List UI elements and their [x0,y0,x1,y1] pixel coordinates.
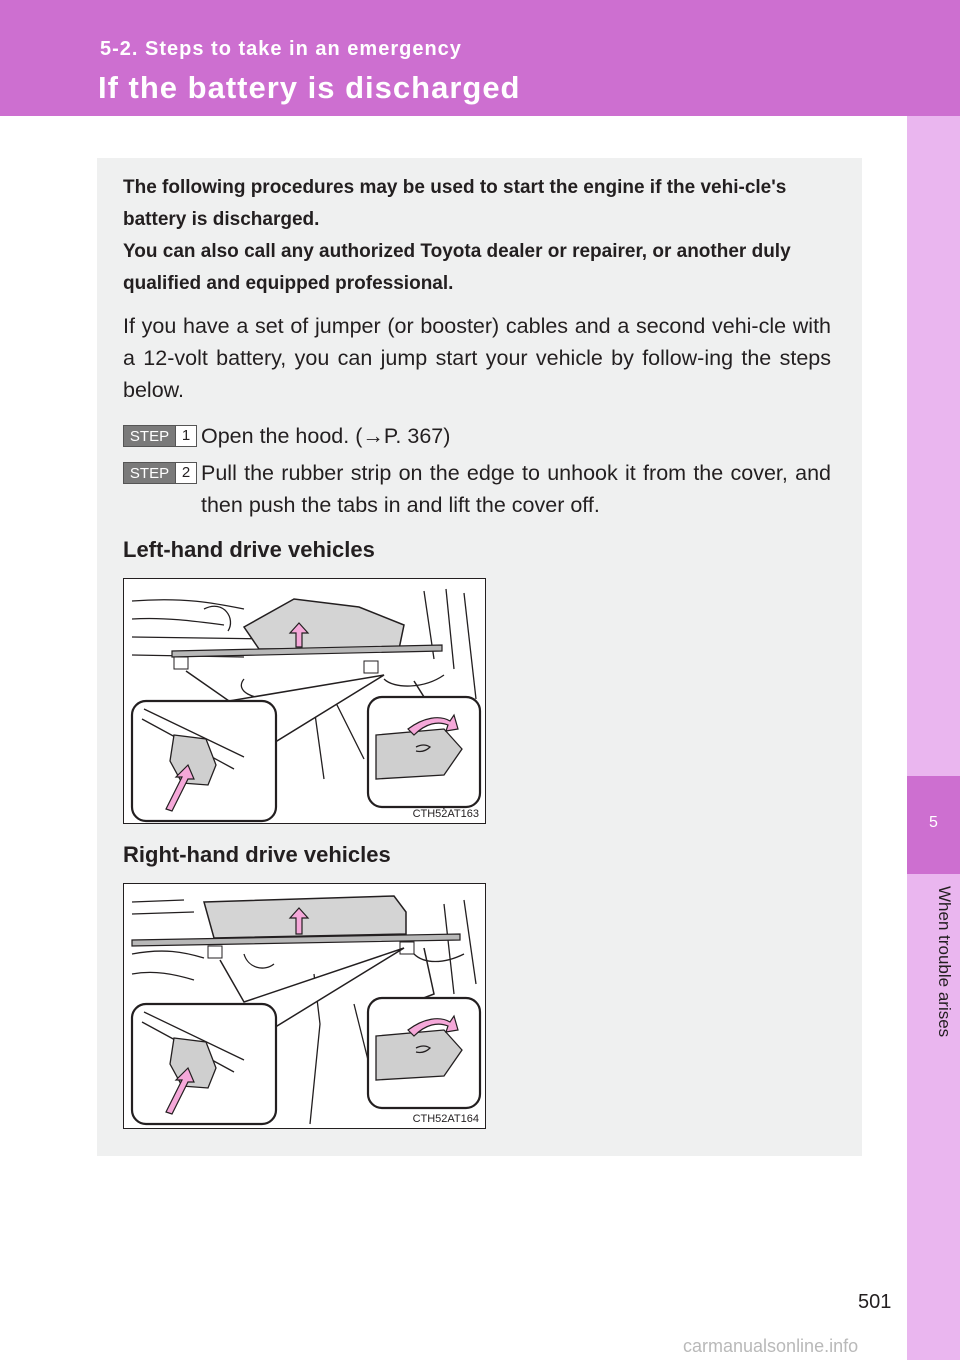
step-badge-number: 2 [176,462,197,484]
page-header [0,0,960,116]
page-title: If the battery is discharged [98,70,521,105]
intro-text [123,172,833,300]
intro-line-2: You can also call any authorized Toyota dealer or repairer, or another duly qualified and equipped professional. [123,241,791,294]
figure-heading-lhd: Left-hand drive vehicles [123,537,375,562]
step-1 [123,420,833,452]
cowl-cover-illustration [124,884,486,1129]
step-text: Open the hood. (→P. 367) [201,424,451,448]
side-tab-upper [907,116,960,776]
illustration-rhd [123,883,486,1129]
figure-heading-rhd: Right-hand drive vehicles [123,842,391,867]
figure-code: CTH52AT163 [412,808,479,820]
step-badge-number: 1 [176,425,197,447]
section-label: 5-2. Steps to take in an emergency [100,38,462,60]
step-badge [123,425,197,447]
body-paragraph: If you have a set of jumper (or booster) cables and a second vehi-cle with a 12-volt battery, you can jump start your vehicle by follow-ing the steps below. [123,314,831,402]
step-text: Pull the rubber strip on the edge to unhook it from the cover, and then push the tabs in and lift the cover off. [201,461,831,517]
figure-code: CTH52AT164 [412,1113,479,1125]
watermark: carmanualsonline.info [683,1336,859,1356]
step-2 [123,457,833,521]
step-badge-label: STEP [123,425,176,447]
illustration-lhd [123,578,486,824]
cowl-cover-illustration [124,579,486,824]
intro-line-1: The following procedures may be used to start the engine if the vehi-cle's battery is discharged. [123,177,787,230]
chapter-label: When trouble arises [935,886,954,1038]
step-badge-label: STEP [123,462,176,484]
chapter-number-tab: 5 [907,776,960,874]
step-badge [123,462,197,484]
page-number: 501 [858,1291,892,1313]
